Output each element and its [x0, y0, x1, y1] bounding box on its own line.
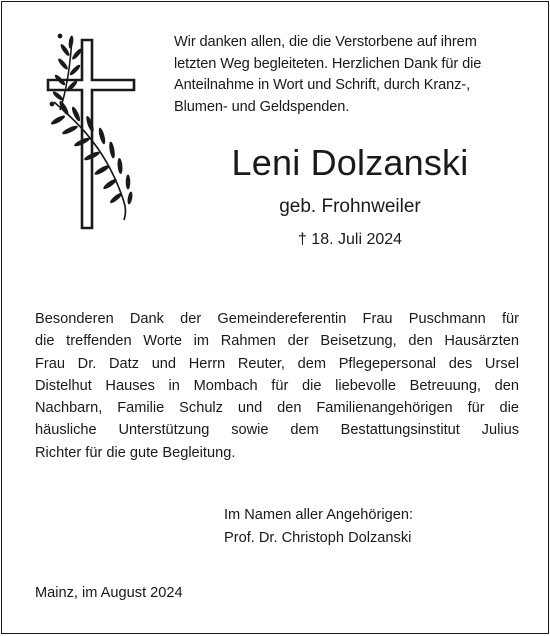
thanks-line: Richter für die gute Begleitung.	[35, 444, 236, 461]
cross-with-palm-branch-icon	[46, 32, 142, 232]
intro-text	[174, 32, 526, 118]
thanks-line: Nachbarn, Familie Schulz und den Familienangehörigen für die	[35, 400, 519, 417]
thanks-line: Distelhut Hauses in Mombach für die liebevolle Betreuung, den	[35, 377, 519, 394]
on-behalf-line: Im Namen aller Angehörigen:	[224, 507, 414, 523]
thanks-line: Besonderen Dank der Gemeindereferentin Frau Puschmann für	[35, 311, 519, 327]
place-and-date: Mainz, im August 2024	[35, 585, 183, 601]
thanks-line: häusliche Unterstützung sowie dem Bestattungsinstitut Julius	[35, 422, 519, 439]
signature-block	[224, 504, 413, 549]
obituary-notice	[1, 1, 549, 634]
intro-line: Blumen- und Geldspenden.	[174, 98, 350, 115]
intro-line: Anteilnahme in Wort und Schrift, durch Kranz-,	[174, 77, 471, 93]
intro-line: letzten Weg begleiteten. Herzlichen Dank für die	[174, 55, 482, 72]
thanks-paragraph	[35, 308, 519, 464]
thanks-line: Frau Dr. Datz und Herrn Reuter, dem Pflegepersonal des Ursel	[35, 355, 519, 372]
birth-name: geb. Frohnweiler	[279, 196, 421, 217]
deceased-name: Leni Dolzanski	[231, 142, 469, 183]
death-date: † 18. Juli 2024	[297, 231, 403, 248]
intro-line: Wir danken allen, die die Verstorbene auf ihrem	[174, 34, 477, 50]
thanks-line: die treffenden Worte im Rahmen der Beisetzung, den Hausärzten	[35, 333, 519, 350]
signer-name: Prof. Dr. Christoph Dolzanski	[224, 529, 412, 546]
